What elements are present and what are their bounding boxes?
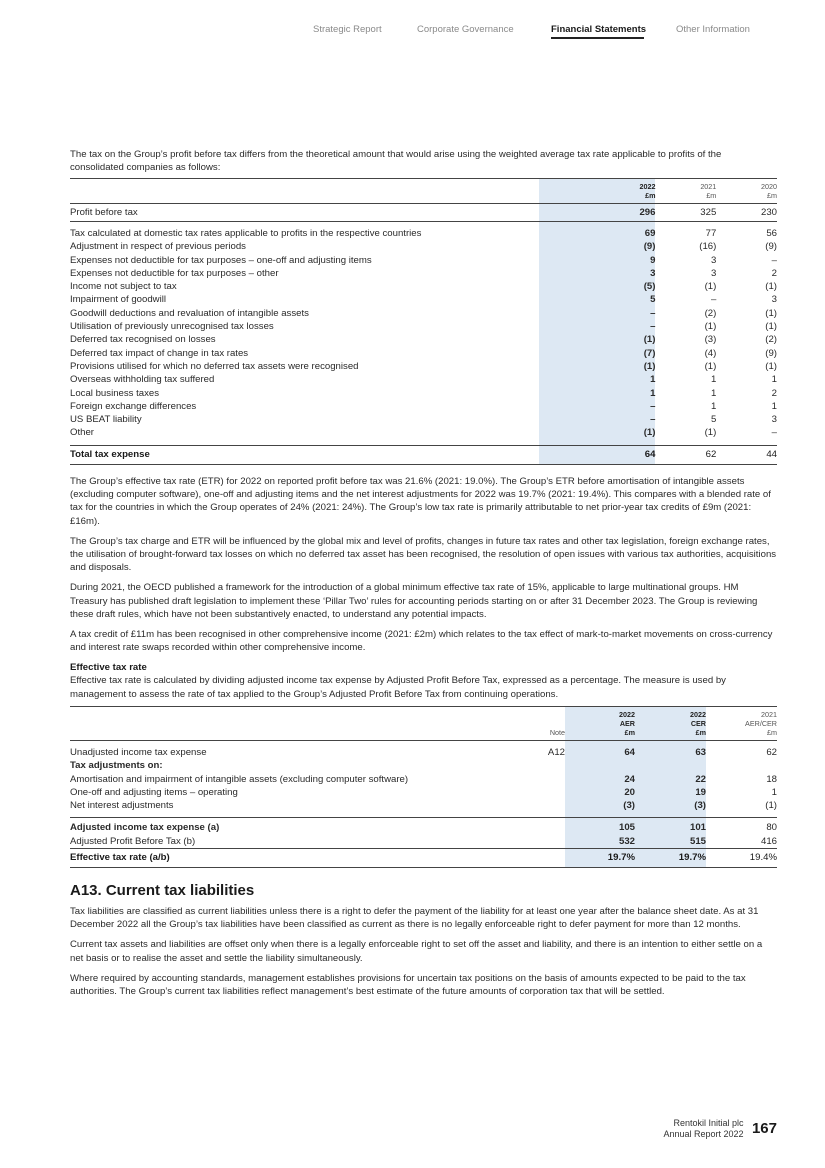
row-value: 24 xyxy=(565,773,635,786)
row-value: (1) xyxy=(765,800,777,812)
header-2020: 2020 £m xyxy=(716,179,777,204)
row-value: 18 xyxy=(766,773,777,785)
row-value: 1 xyxy=(710,387,717,399)
row-value: (9) xyxy=(539,240,656,253)
row-label: Amortisation and impairment of intangible assets (excluding computer software) xyxy=(70,773,409,785)
header-2021-aer-cer: 2021 AER/CER £m xyxy=(706,707,777,741)
row-label: Provisions utilised for which no deferred tax assets were recognised xyxy=(70,360,359,372)
row-value: 22 xyxy=(635,773,706,786)
a13-paragraph-provisions: Where required by accounting standards, management establishes provisions for uncertain tax positions on the basis of amounts expected to be paid to the tax authorities. The Group’s current tax liabilities reflect management’s best estimate of the future amounts of corporation tax that will be settled. xyxy=(70,972,746,998)
row-value: (2) xyxy=(704,307,717,319)
section-a13-title: A13. Current tax liabilities xyxy=(70,882,255,899)
row-value: (1) xyxy=(704,281,717,293)
row-value: (9) xyxy=(765,241,777,253)
table-row xyxy=(70,413,777,426)
row-value: 2 xyxy=(771,387,777,399)
header-2022-aer: 2022 AER £m xyxy=(565,707,635,741)
section-a13 xyxy=(70,882,777,998)
table-row xyxy=(70,267,777,280)
row-label: Expenses not deductible for tax purposes – one-off and adjusting items xyxy=(70,254,372,266)
row-value xyxy=(524,773,565,786)
paragraph-etr-2022: The Group’s effective tax rate (ETR) for 2022 on reported profit before tax was 21.6% (2021: 19.0%). The Group’s ETR before amortisation of intangible assets (excluding computer software), one-off and adjusting items and the net interest adjustments for 2022 was 19.7% (2021: 19.4%). This compares with a blended rate of tax for the countries in which the Group operates of 24% (2021: 24%). The Group’s low tax rate is primarily attributable to net prior-year tax credits of £9m (2021: £16m). xyxy=(70,476,771,527)
row-value: 56 xyxy=(766,228,777,239)
note-reference: A12 xyxy=(547,747,565,758)
row-value: (1) xyxy=(765,307,777,319)
row-value xyxy=(524,786,565,799)
row-value: 3 xyxy=(710,267,717,279)
row-value: 9 xyxy=(539,254,656,267)
row-value: (1) xyxy=(765,321,777,333)
tax-reconciliation-table-wrap xyxy=(70,178,777,465)
page-number: 167 xyxy=(751,1120,777,1137)
row-value: 1 xyxy=(771,374,777,386)
row-value: – xyxy=(771,427,777,439)
page-footer xyxy=(663,1118,777,1140)
row-value: (1) xyxy=(704,321,717,333)
footer-company xyxy=(663,1118,743,1140)
table-row-tax-adjustments-title: Tax adjustments on: xyxy=(70,759,777,772)
a13-paragraph-offset: Current tax assets and liabilities are offset only when there is a legally enforceable right to set off the asset and liability, and there is an intention to either settle on a net basis or to realise the asset and settle the liability simultaneously. xyxy=(70,939,763,964)
header-2022: 2022 £m xyxy=(539,179,656,204)
row-value: (9) xyxy=(765,347,777,359)
tax-reconciliation-rows xyxy=(70,227,777,440)
row-value: 77 xyxy=(705,228,717,239)
table-row-effective-tax-rate: Effective tax rate (a/b) 19.7% 19.7% 19.4% xyxy=(70,849,777,868)
row-value: – xyxy=(771,254,777,266)
row-value: – xyxy=(539,307,656,320)
row-value: – xyxy=(710,294,717,306)
tax-adjustment-rows xyxy=(70,773,777,813)
row-value: (2) xyxy=(765,334,777,346)
row-value: 20 xyxy=(565,786,635,799)
nav-strategic-report[interactable]: Strategic Report xyxy=(313,24,382,35)
footer-report-name: Annual Report 2022 xyxy=(663,1129,744,1139)
row-value: 3 xyxy=(710,254,717,266)
active-nav-underline xyxy=(551,37,644,39)
row-value: 3 xyxy=(539,267,656,280)
row-value: (1) xyxy=(765,281,777,293)
paragraph-tax-credit-oci: A tax credit of £11m has been recognised in other comprehensive income (2021: £2m) which relates to the tax effect of mark-to-market movements on cross-currency and interest rate swaps recorded within other comprehensive income. xyxy=(70,629,773,654)
effective-tax-rate-description: Effective tax rate is calculated by dividing adjusted income tax expense by Adjusted Profit Before Tax, expressed as a percentage. The measure is used by management to assess the rate of tax applied to the Group’s Adjusted Profit Before Tax from continuing operations. xyxy=(70,675,726,700)
row-value: (3) xyxy=(565,799,635,812)
table-row-unadjusted-income-tax: Unadjusted income tax expense A12 64 63 62 xyxy=(70,747,777,758)
table-row xyxy=(70,240,777,253)
table-row xyxy=(70,773,777,786)
a13-paragraph-classification: Tax liabilities are classified as current liabilities unless there is a right to defer the payment of the liability for at least one year after the balance sheet date. As at 31 December 2022 all the Group’s tax liabilities have been classified as current as there is no legally enforceable right to defer payment for more than 12 months. xyxy=(70,906,759,931)
row-value: (16) xyxy=(699,241,717,253)
paragraph-etr-influences: The Group’s tax charge and ETR will be influenced by the global mix and level of profits, changes in future tax rates and other tax legislation, foreign exchange rates, the utilisation of brought-forward tax losses on which no deferred tax asset has been recognised, the resolution of open issues with various tax authorities, acquisitions and disposals. xyxy=(70,535,777,574)
table-row xyxy=(70,426,777,439)
row-value: (1) xyxy=(704,360,717,372)
row-value: 1 xyxy=(710,400,717,412)
row-label: Overseas withholding tax suffered xyxy=(70,374,215,386)
header-2022-cer: 2022 CER £m xyxy=(635,707,706,741)
etr-commentary xyxy=(70,475,777,701)
tax-reconciliation-table xyxy=(70,178,777,465)
row-value: (4) xyxy=(704,347,717,359)
row-value: (3) xyxy=(635,799,706,812)
row-label: Adjustment in respect of previous periods xyxy=(70,241,246,253)
table-header-row xyxy=(70,179,777,204)
effective-tax-rate-table xyxy=(70,706,777,868)
row-label: Net interest adjustments xyxy=(70,800,174,812)
row-value: (3) xyxy=(704,334,717,346)
row-label: One-off and adjusting items – operating xyxy=(70,786,238,798)
table-row xyxy=(70,320,777,333)
table-row xyxy=(70,373,777,386)
intro-paragraph: The tax on the Group’s profit before tax differs from the theoretical amount that would arise using the weighted average tax rate applicable to profits of the consolidated companies as follows: xyxy=(70,149,722,174)
row-value: – xyxy=(539,413,656,426)
row-label: Income not subject to tax xyxy=(70,281,177,293)
table-row xyxy=(70,387,777,400)
nav-corporate-governance[interactable]: Corporate Governance xyxy=(417,24,514,35)
row-value: 5 xyxy=(710,414,717,426)
header-2021: 2021 £m xyxy=(655,179,716,204)
row-label: Local business taxes xyxy=(70,387,160,399)
row-label: Utilisation of previously unrecognised tax losses xyxy=(70,321,274,333)
row-value: 1 xyxy=(539,373,656,386)
row-value: (1) xyxy=(539,360,656,373)
row-value: – xyxy=(539,320,656,333)
row-label: Deferred tax impact of change in tax rates xyxy=(70,347,249,359)
effective-tax-rate-table-wrap xyxy=(70,706,777,868)
row-label: Other xyxy=(70,427,94,439)
table-row xyxy=(70,307,777,320)
row-value: (1) xyxy=(765,360,777,372)
row-label: Expenses not deductible for tax purposes – other xyxy=(70,267,279,279)
row-value: – xyxy=(539,400,656,413)
table-row xyxy=(70,347,777,360)
row-value: 2 xyxy=(771,267,777,279)
row-value: 3 xyxy=(771,414,777,426)
row-label: Goodwill deductions and revaluation of intangible assets xyxy=(70,307,309,319)
table-row xyxy=(70,799,777,812)
header-note: Note xyxy=(524,707,565,741)
row-value: (1) xyxy=(539,426,656,439)
row-value: 3 xyxy=(771,294,777,306)
footer-company-name: Rentokil Initial plc xyxy=(673,1118,744,1128)
row-value: (7) xyxy=(539,347,656,360)
table-row xyxy=(70,293,777,306)
table-row xyxy=(70,333,777,346)
table-row-total-tax-expense: Total tax expense 64 62 44 xyxy=(70,445,777,464)
row-value: 1 xyxy=(710,374,717,386)
row-value: (1) xyxy=(539,333,656,346)
table-row xyxy=(70,360,777,373)
table-row-adjusted-profit: Adjusted Profit Before Tax (b) 532 515 416 xyxy=(70,835,777,847)
row-label: US BEAT liability xyxy=(70,414,142,426)
top-navigation xyxy=(0,0,825,40)
paragraph-oecd-pillar-two: During 2021, the OECD published a framework for the introduction of a global minimum effective tax rate of 15%, applicable to large multinational groups. HM Treasury has published draft legislation to implement these ‘Pillar Two’ rules for accounting periods starting on or after 31 December 2023. The Group is reviewing these draft rules, which have not been substantively enacted, to understand any potential impacts. xyxy=(70,582,758,620)
table-row xyxy=(70,280,777,293)
table-row xyxy=(70,786,777,799)
table-row xyxy=(70,254,777,267)
row-label: Impairment of goodwill xyxy=(70,294,166,306)
nav-other-information[interactable]: Other Information xyxy=(676,24,750,35)
row-value xyxy=(524,799,565,812)
row-value: 1 xyxy=(771,400,777,412)
row-value: 69 xyxy=(539,227,656,240)
row-value: (5) xyxy=(539,280,656,293)
table2-header-row xyxy=(70,707,777,741)
row-value: 1 xyxy=(771,786,777,798)
intro-block xyxy=(70,148,777,174)
table-row xyxy=(70,227,777,240)
nav-financial-statements[interactable]: Financial Statements xyxy=(551,24,647,35)
row-label: Foreign exchange differences xyxy=(70,400,197,412)
row-value: 19 xyxy=(635,786,706,799)
row-value: 5 xyxy=(539,293,656,306)
row-label: Deferred tax recognised on losses xyxy=(70,334,216,346)
table-row xyxy=(70,400,777,413)
table-row-profit-before-tax: Profit before tax 296 325 230 xyxy=(70,204,777,222)
row-value: (1) xyxy=(704,427,717,439)
row-label: Tax calculated at domestic tax rates applicable to profits in the respective countries xyxy=(70,228,422,239)
row-value: 1 xyxy=(539,387,656,400)
effective-tax-rate-heading: Effective tax rate xyxy=(70,662,147,674)
table-row-adjusted-income-tax: Adjusted income tax expense (a) 105 101 80 xyxy=(70,818,777,835)
